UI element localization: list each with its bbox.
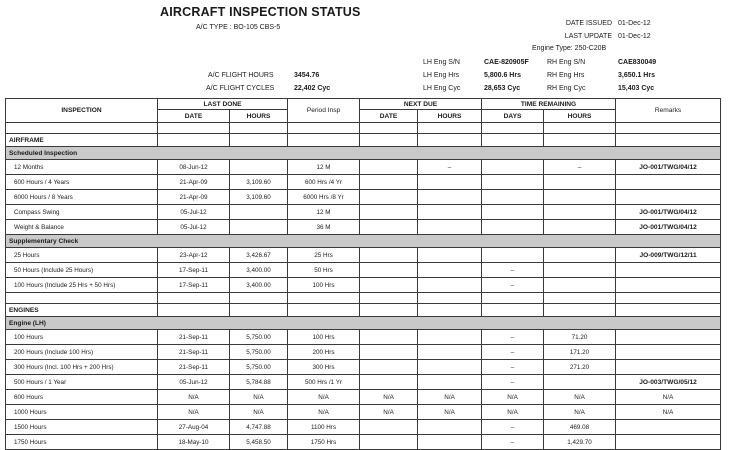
cell-next-date: N/A	[360, 405, 418, 420]
engine-type: Engine Type: 250-C20B	[532, 45, 607, 52]
cell-days	[482, 175, 544, 190]
lh-cyc-value: 28,653 Cyc	[484, 85, 521, 92]
cell-next-hours	[418, 435, 482, 450]
cell-remaining: 1,429.70	[544, 435, 616, 450]
cell-days	[482, 220, 544, 235]
cell-remarks: JO-009/TWG/12/11	[616, 248, 721, 263]
cell-next-hours	[418, 248, 482, 263]
date-issued-label: DATE ISSUED	[565, 20, 612, 27]
cell-period: 12 M	[288, 160, 360, 175]
cell-date: N/A	[158, 405, 230, 420]
table-row	[6, 435, 721, 450]
cell-hours: 3,109.60	[230, 190, 288, 205]
flight-hours-label: A/C FLIGHT HOURS	[208, 72, 274, 79]
cell-remaining	[544, 278, 616, 293]
cell-remarks	[616, 360, 721, 375]
cell-remaining: N/A	[544, 390, 616, 405]
cell-days	[482, 248, 544, 263]
section-row	[6, 304, 721, 317]
cell-remaining	[544, 375, 616, 390]
cell-next-date	[360, 263, 418, 278]
table-row	[6, 375, 721, 390]
cell-date: 17-Sep-11	[158, 263, 230, 278]
cell-hours: 3,400.00	[230, 278, 288, 293]
rh-hrs-value: 3,650.1 Hrs	[618, 72, 655, 79]
cell-date: 21-Sep-11	[158, 330, 230, 345]
cell-remaining	[544, 248, 616, 263]
cell-inspection: 6000 Hours / 8 Years	[6, 190, 158, 205]
header-time-remaining: TIME REMAINING	[482, 99, 616, 110]
spacer-row	[6, 123, 721, 134]
cell-remaining: 271.20	[544, 360, 616, 375]
cell-next-hours	[418, 330, 482, 345]
cell-inspection: 1500 Hours	[6, 420, 158, 435]
cell-date: 21-Sep-11	[158, 345, 230, 360]
cell-remarks: N/A	[616, 405, 721, 420]
header-next-date: DATE	[360, 110, 418, 123]
table-row	[6, 175, 721, 190]
cell-days: N/A	[482, 390, 544, 405]
cell-next-date	[360, 278, 418, 293]
header-remarks: Remarks	[616, 99, 721, 123]
cell-remaining: 469.08	[544, 420, 616, 435]
date-issued-value: 01-Dec-12	[618, 20, 651, 27]
header-remaining-hours: HOURS	[544, 110, 616, 123]
header-last-done: LAST DONE	[158, 99, 288, 110]
cell-period: 1100 Hrs	[288, 420, 360, 435]
cell-next-date	[360, 345, 418, 360]
table-row	[6, 160, 721, 175]
section-row	[6, 317, 721, 330]
cell-hours: 5,750.00	[230, 360, 288, 375]
cell-inspection: 100 Hours	[6, 330, 158, 345]
cell-hours: N/A	[230, 405, 288, 420]
cell-days: –	[482, 278, 544, 293]
flight-cycles-value: 22,402 Cyc	[294, 85, 331, 92]
cell-remaining: 71.20	[544, 330, 616, 345]
cell-date: 21-Sep-11	[158, 360, 230, 375]
lh-sn-value: CAE-820905F	[484, 59, 529, 66]
cell-remarks	[616, 190, 721, 205]
flight-hours-value: 3454.76	[294, 72, 320, 79]
cell-remarks: JO-001/TWG/04/12	[616, 160, 721, 175]
section-row	[6, 147, 721, 160]
cell-next-hours	[418, 205, 482, 220]
lh-hrs-label: LH Eng Hrs	[423, 72, 460, 79]
cell-days: –	[482, 345, 544, 360]
cell-hours: 5,458.50	[230, 435, 288, 450]
table-row	[6, 345, 721, 360]
section-scheduled: Scheduled Inspection	[6, 147, 721, 160]
cell-next-hours	[418, 175, 482, 190]
cell-days: –	[482, 263, 544, 278]
inspection-table	[5, 98, 721, 450]
rh-sn-label: RH Eng S/N	[547, 59, 586, 66]
cell-inspection: 1750 Hours	[6, 435, 158, 450]
table-row	[6, 220, 721, 235]
cell-next-date	[360, 435, 418, 450]
section-row	[6, 235, 721, 248]
cell-remarks: JO-001/TWG/04/12	[616, 205, 721, 220]
cell-remaining	[544, 205, 616, 220]
header-hours: HOURS	[230, 110, 288, 123]
cell-days	[482, 205, 544, 220]
cell-date: 21-Apr-09	[158, 175, 230, 190]
cell-inspection: Weight & Balance	[6, 220, 158, 235]
cell-inspection: 1000 Hours	[6, 405, 158, 420]
rh-hrs-label: RH Eng Hrs	[547, 72, 585, 79]
cell-days: –	[482, 435, 544, 450]
cell-next-date	[360, 360, 418, 375]
cell-next-hours	[418, 220, 482, 235]
spacer-row	[6, 293, 721, 304]
table-row	[6, 263, 721, 278]
cell-remarks	[616, 420, 721, 435]
cell-hours	[230, 220, 288, 235]
cell-next-hours: –	[418, 160, 482, 175]
cell-remaining: –	[544, 160, 616, 175]
cell-next-date	[360, 190, 418, 205]
cell-hours: 5,750.00	[230, 345, 288, 360]
cell-next-hours	[418, 263, 482, 278]
cell-hours: 5,784.88	[230, 375, 288, 390]
cell-hours: 5,750.00	[230, 330, 288, 345]
cell-next-date	[360, 248, 418, 263]
cell-period: 6000 Hrs /8 Yr	[288, 190, 360, 205]
section-row	[6, 134, 721, 147]
cell-next-hours	[418, 345, 482, 360]
cell-period: N/A	[288, 390, 360, 405]
cell-remaining	[544, 175, 616, 190]
cell-days: –	[482, 360, 544, 375]
cell-remaining	[544, 190, 616, 205]
cell-inspection: 600 Hours	[6, 390, 158, 405]
table-row	[6, 390, 721, 405]
cell-period: 1750 Hrs	[288, 435, 360, 450]
cell-date: 18-May-10	[158, 435, 230, 450]
cell-period: 36 M	[288, 220, 360, 235]
cell-date: 17-Sep-11	[158, 278, 230, 293]
cell-hours: 4,747.88	[230, 420, 288, 435]
cell-next-date	[360, 330, 418, 345]
cell-date: 27-Aug-04	[158, 420, 230, 435]
section-supplementary: Supplementary Check	[6, 235, 721, 248]
header-period: Period Insp	[288, 99, 360, 123]
last-update-label: LAST UPDATE	[564, 33, 612, 40]
cell-date: 23-Apr-12	[158, 248, 230, 263]
section-engine-lh: Engine (LH)	[6, 317, 721, 330]
cell-remaining: N/A	[544, 405, 616, 420]
cell-hours: 3,109.60	[230, 175, 288, 190]
cell-period: 12 M	[288, 205, 360, 220]
cell-remarks: JO-003/TWG/05/12	[616, 375, 721, 390]
cell-period: 500 Hrs /1 Yr	[288, 375, 360, 390]
cell-next-date	[360, 205, 418, 220]
lh-cyc-label: LH Eng Cyc	[423, 85, 461, 92]
header-next-hours: HOURS	[418, 110, 482, 123]
cell-date: 05-Jul-12	[158, 205, 230, 220]
last-update-value: 01-Dec-12	[618, 33, 651, 40]
cell-days: –	[482, 330, 544, 345]
cell-remarks: N/A	[616, 390, 721, 405]
cell-period: 100 Hrs	[288, 330, 360, 345]
table-row	[6, 205, 721, 220]
cell-remaining	[544, 220, 616, 235]
cell-next-hours	[418, 375, 482, 390]
cell-hours: 3,400.00	[230, 263, 288, 278]
header-next-due: NEXT DUE	[360, 99, 482, 110]
cell-hours: 3,426.67	[230, 248, 288, 263]
cell-period: 100 Hrs	[288, 278, 360, 293]
lh-hrs-value: 5,800.6 Hrs	[484, 72, 521, 79]
table-row	[6, 278, 721, 293]
cell-next-date	[360, 175, 418, 190]
cell-date: 21-Apr-09	[158, 190, 230, 205]
cell-remarks	[616, 345, 721, 360]
rh-cyc-value: 15,403 Cyc	[618, 85, 655, 92]
table-row	[6, 420, 721, 435]
table-row	[6, 248, 721, 263]
cell-next-date	[360, 220, 418, 235]
cell-period: 300 Hrs	[288, 360, 360, 375]
cell-date: 05-Jul-12	[158, 220, 230, 235]
cell-inspection: 200 Hours (Include 100 Hrs)	[6, 345, 158, 360]
table-row	[6, 405, 721, 420]
cell-days: –	[482, 420, 544, 435]
table-row	[6, 360, 721, 375]
section-airframe: AIRFRAME	[6, 134, 158, 147]
cell-period: 25 Hrs	[288, 248, 360, 263]
cell-period: N/A	[288, 405, 360, 420]
cell-next-date	[360, 160, 418, 175]
cell-remarks: JO-001/TWG/04/12	[616, 220, 721, 235]
cell-hours: N/A	[230, 390, 288, 405]
cell-inspection: 50 Hours (Include 25 Hours)	[6, 263, 158, 278]
page-title: AIRCRAFT INSPECTION STATUS	[160, 5, 361, 19]
cell-remarks	[616, 263, 721, 278]
cell-days	[482, 160, 544, 175]
cell-next-hours	[418, 360, 482, 375]
flight-cycles-label: A/C FLIGHT CYCLES	[206, 85, 275, 92]
cell-period: 200 Hrs	[288, 345, 360, 360]
cell-date: 05-Jun-12	[158, 375, 230, 390]
cell-next-date	[360, 375, 418, 390]
cell-remarks	[616, 435, 721, 450]
cell-date: N/A	[158, 390, 230, 405]
cell-days: N/A	[482, 405, 544, 420]
header-inspection: INSPECTION	[6, 99, 158, 123]
cell-hours	[230, 160, 288, 175]
table-row	[6, 330, 721, 345]
header-date: DATE	[158, 110, 230, 123]
rh-sn-value: CAE830049	[618, 59, 657, 66]
table-row	[6, 190, 721, 205]
header-days: DAYS	[482, 110, 544, 123]
lh-sn-label: LH Eng S/N	[423, 59, 460, 66]
cell-next-hours: N/A	[418, 390, 482, 405]
cell-days: –	[482, 375, 544, 390]
cell-hours	[230, 205, 288, 220]
cell-next-date: N/A	[360, 390, 418, 405]
cell-next-hours	[418, 278, 482, 293]
cell-next-hours: N/A	[418, 405, 482, 420]
rh-cyc-label: RH Eng Cyc	[547, 85, 586, 92]
cell-next-hours	[418, 420, 482, 435]
cell-inspection: 300 Hours (Incl. 100 Hrs + 200 Hrs)	[6, 360, 158, 375]
cell-period: 600 Hrs /4 Yr	[288, 175, 360, 190]
cell-inspection: Compass Swing	[6, 205, 158, 220]
cell-remaining: 171.20	[544, 345, 616, 360]
cell-date: 08-Jun-12	[158, 160, 230, 175]
cell-inspection: 600 Hours / 4 Years	[6, 175, 158, 190]
cell-period: 50 Hrs	[288, 263, 360, 278]
cell-inspection: 500 Hours / 1 Year	[6, 375, 158, 390]
cell-inspection: 100 Hours (Include 25 Hrs + 50 Hrs)	[6, 278, 158, 293]
cell-remaining	[544, 263, 616, 278]
cell-days	[482, 190, 544, 205]
aircraft-type: A/C TYPE : BO-105 CBS-5	[196, 24, 281, 31]
cell-remarks	[616, 278, 721, 293]
cell-inspection: 12 Months	[6, 160, 158, 175]
cell-inspection: 25 Hours	[6, 248, 158, 263]
cell-remarks	[616, 330, 721, 345]
cell-next-date	[360, 420, 418, 435]
cell-next-hours	[418, 190, 482, 205]
section-engines: ENGINES	[6, 304, 158, 317]
cell-remarks	[616, 175, 721, 190]
